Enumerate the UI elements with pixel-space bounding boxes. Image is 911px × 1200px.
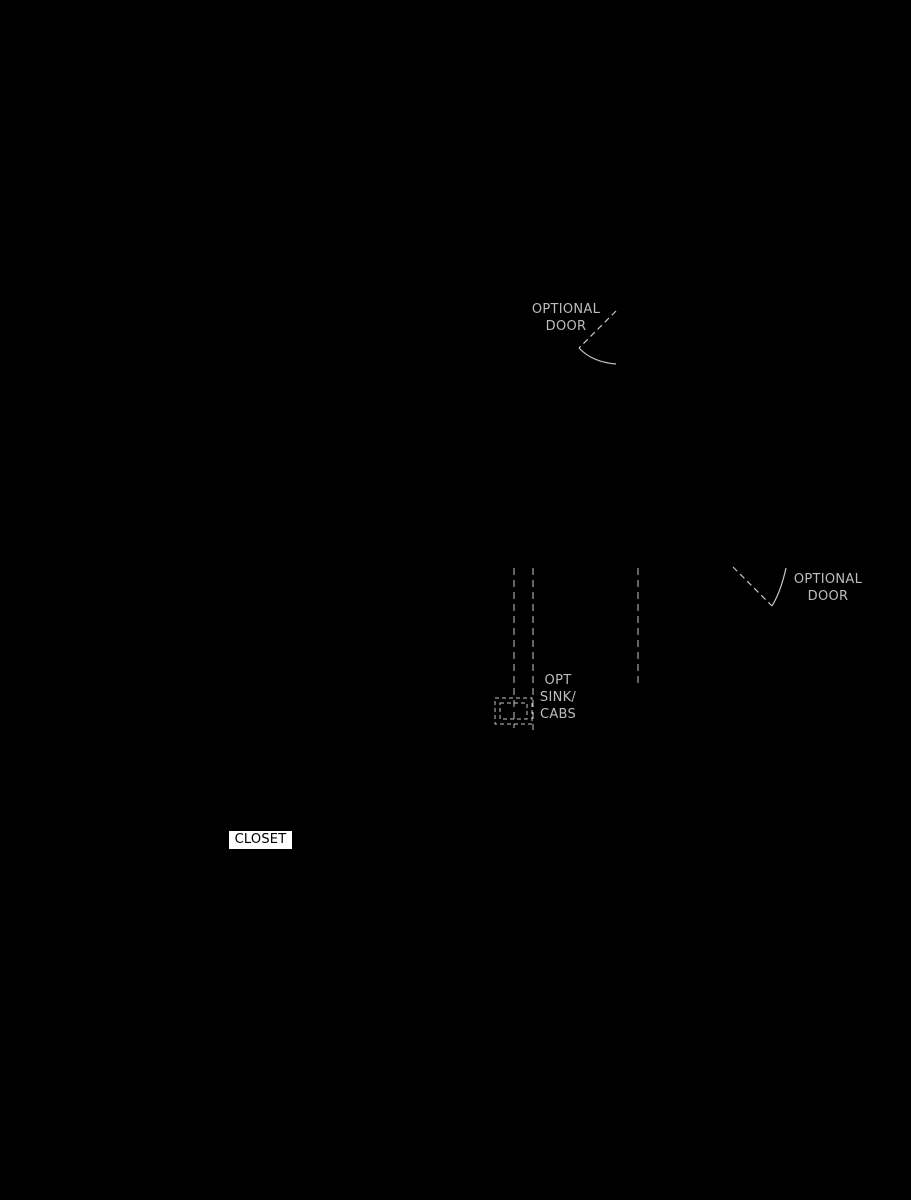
opt-sink-cabs-label [536, 672, 580, 723]
door-swing-arc [772, 568, 786, 606]
optional-door-right-symbol [733, 567, 786, 606]
optional-door-right-line-2: DOOR [807, 589, 849, 604]
optional-door-right-label [786, 571, 870, 605]
optional-door-upper-line-2: DOOR [545, 319, 587, 334]
optional-door-right-line-1: OPTIONAL [793, 572, 863, 587]
door-leaf-dashed [733, 567, 772, 606]
opt-sink-cabs-line-1: OPT [544, 673, 572, 688]
opt-sink-cabs-line-3: CABS [539, 707, 577, 722]
closet-label: CLOSET [229, 831, 292, 849]
opt-sink-cabs-line-2: SINK/ [539, 690, 577, 705]
door-swing-arc [579, 348, 616, 364]
optional-door-upper-line-1: OPTIONAL [531, 302, 601, 317]
optional-door-upper-label [524, 301, 608, 335]
